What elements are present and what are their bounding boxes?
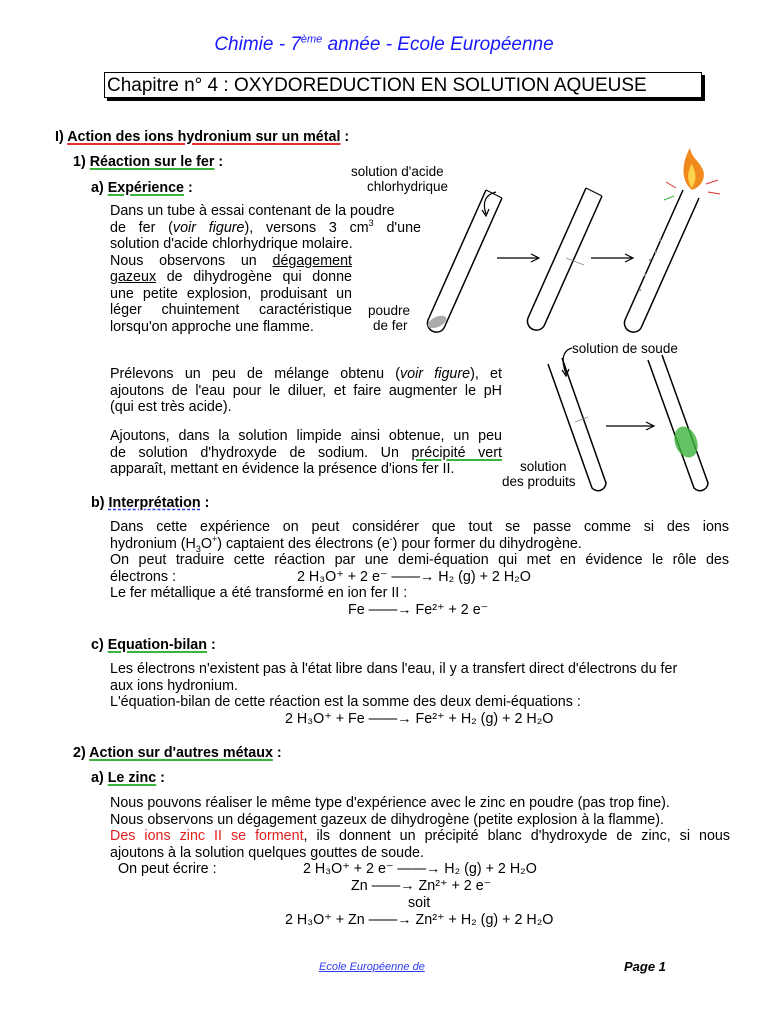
footer-school: Ecole Européenne de <box>319 961 425 973</box>
section-1-heading: I) Action des ions hydronium sur un métal : <box>55 129 350 145</box>
document-title: Chimie - 7ème année - Ecole Européenne <box>214 33 554 55</box>
label-acid-line2: chlorhydrique <box>367 179 449 194</box>
equation-bilan-iron: 2 H₃O⁺ + Fe ——→ Fe²⁺ + H₂ (g) + 2 H₂O <box>285 711 554 727</box>
experience-heading: a) Expérience : <box>91 180 193 196</box>
equation-bilan-zinc: 2 H₃O⁺ + Zn ——→ Zn²⁺ + H₂ (g) + 2 H₂O <box>285 912 554 928</box>
zinc-text: Nous pouvons réaliser le même type d'expérience avec le zinc en poudre (pas trop fine). Nous observons un dégagement gazeux de dihydrogène (petite explosion à la flamme). Des ions zinc II se forment, ils donnent un précipité blanc d'hydroxyde de zinc, si nous ajoutons à la solution quelques gouttes de soude. <box>110 795 730 861</box>
footer-page: Page 1 <box>624 959 666 974</box>
flame-icon <box>664 148 720 200</box>
label-powder-line1: poudre <box>368 303 411 318</box>
figure-iron-hcl <box>340 140 740 340</box>
figure-soude <box>500 338 730 498</box>
chapter-title: Chapitre n° 4 : OXYDOREDUCTION EN SOLUTION AQUEUSE <box>104 72 702 98</box>
zinc-heading: a) Le zinc : <box>91 770 165 786</box>
interpretation-text: Dans cette expérience on peut considérer que tout se passe comme si des ions hydronium $(H_3O^+)$ captaient des électrons (e-) pour former du dihydrogène. On peut traduire cette réaction par une demi-équation qui met en évidence le rôle des électrons : Le fer métallique a été transformé en ion fer II : <box>110 519 729 601</box>
test-tube-3 <box>624 190 699 332</box>
equation-bilan-text: Les électrons n'existent pas à l'état libre dans l'eau, il y a transfert direct d'électrons du fer aux ions hydronium. L'équation-bilan de cette réaction est la somme des deux demi-équations : <box>110 661 678 710</box>
label-products-line1: solution <box>520 459 567 474</box>
equation-bilan-heading: c) Equation-bilan : <box>91 637 216 653</box>
zinc-soit: soit <box>408 895 431 911</box>
interpretation-heading: b) Interprétation : <box>91 495 210 511</box>
subsection-1-heading: 1) Réaction sur le fer : <box>73 154 224 170</box>
test-tube-2 <box>527 188 602 330</box>
zinc-half-equation-zinc: Zn ——→ Zn²⁺ + 2 e⁻ <box>351 878 492 894</box>
label-soude: solution de soude <box>572 341 678 356</box>
label-acid-line1: solution d'acide <box>351 164 444 179</box>
subsection-2-heading: 2) Action sur d'autres métaux : <box>73 745 282 761</box>
zinc-intro-label: On peut écrire : <box>118 861 217 877</box>
label-powder-line2: de fer <box>373 318 408 333</box>
green-precipitate <box>670 423 702 461</box>
experience-paragraph-1: Dans un tube à essai contenant de la poudre de fer (voir figure), versons 3 $cm^3$ d'une solution d'acide chlorhydrique molaire. Nous observons un dégagement gazeux de dihydrogène qui donne une petite explosion, produisant un léger chuintement caractéristique lorsqu'on approche une flamme. <box>110 203 422 335</box>
liquid-level <box>566 258 584 265</box>
experience-paragraph-2: Prélevons un peu de mélange obtenu (voir figure), et ajoutons de l'eau pour le diluer, et faire augmenter le pH (qui est très acide). <box>110 366 502 415</box>
soude-arrow <box>563 348 572 374</box>
test-tube-1 <box>426 190 502 332</box>
label-products-line2: des produits <box>502 474 576 489</box>
zinc-half-equation-hydronium: 2 H₃O⁺ + 2 e⁻ ——→ H₂ (g) + 2 H₂O <box>303 861 537 877</box>
test-tube-precipitate <box>648 355 708 491</box>
half-equation-hydronium: 2 H₃O⁺ + 2 e⁻ ——→ H₂ (g) + 2 H₂O <box>297 569 531 585</box>
experience-paragraph-3: Ajoutons, dans la solution limpide ainsi obtenue, un peu de solution d'hydroxyde de sodium. Un précipité vert apparaît, mettant en évidence la présence d'ions fer II. <box>110 428 502 477</box>
pour-arrow <box>484 192 496 214</box>
half-equation-iron: Fe ——→ Fe²⁺ + 2 e⁻ <box>348 602 489 618</box>
